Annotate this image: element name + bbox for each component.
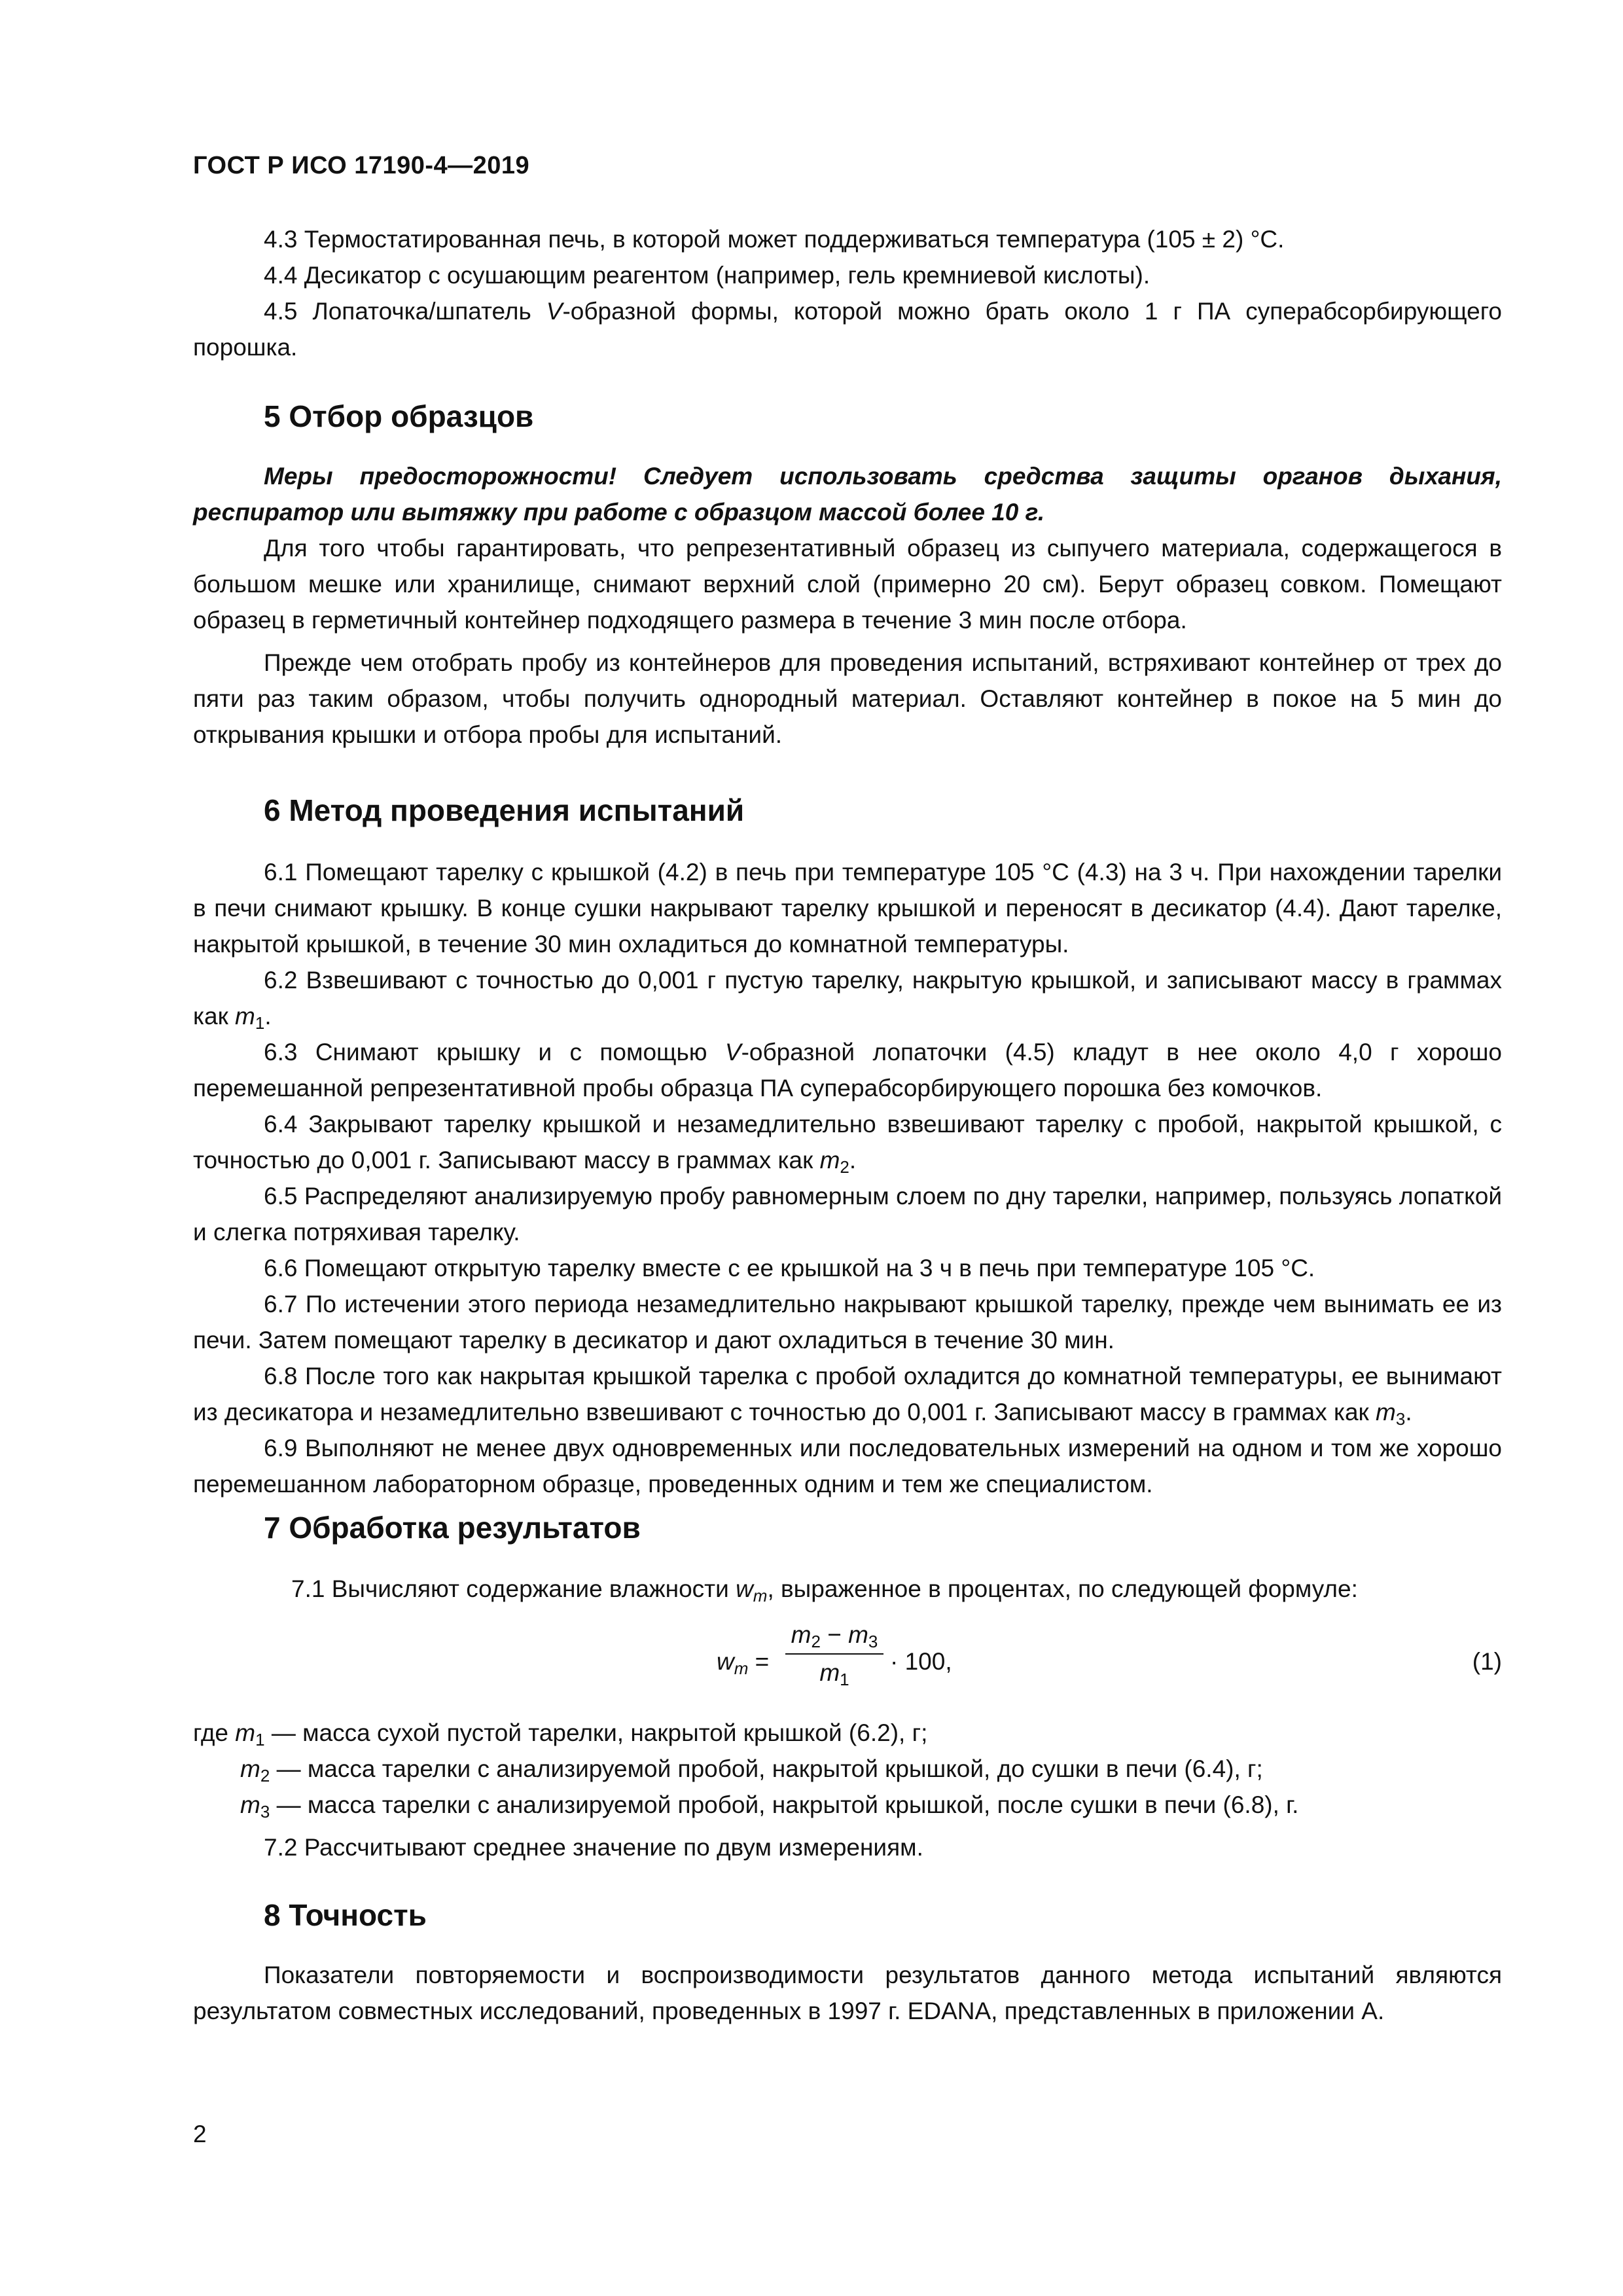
section-8-body — [193, 1957, 1502, 2029]
legend-row-m1: где $m_1$ — масса сухой пустой тарелки, накрытой крышкой (6.2), г; — [193, 1719, 928, 1749]
item-6-8: 6.8 После того как накрытая крышкой тарелка с пробой охладится до комнатной температуры, ее вынимают из десикатора и незамедлительно взвешивают с точностью до 0,001 г. Записывают массу в граммах как $m_3$. — [193, 1363, 1502, 1429]
formula-number: (1) — [1472, 1648, 1502, 1675]
item-7-1: 7.1 Вычисляют содержание влажности $w_m$, выраженное в процентах, по следующей формуле: — [291, 1575, 1358, 1605]
section-5-paragraph-2: Прежде чем отобрать пробу из контейнеров для проведения испытаний, встряхивают контейнер от трех до пяти раз таким образом, чтобы получить однородный материал. Оставляют контейнер в покое на 5 мин до открывания крышки и отбора пробы для испытаний. — [193, 649, 1502, 748]
section-6-body — [193, 854, 1502, 1502]
document-page — [193, 0, 1502, 2296]
running-header: ГОСТ Р ИСО 17190-4—2019 — [193, 152, 530, 179]
item-4-3: 4.3 Термостатированная печь, в которой может поддерживаться температура (105 ± 2) °С. — [264, 226, 1285, 253]
formula-factor: · 100, — [890, 1648, 952, 1675]
safety-warning: Меры предосторожности! Следует использовать средства защиты органов дыхания, респиратор или вытяжку при работе с образцом массой более 10 г. — [193, 463, 1502, 526]
item-7-2: 7.2 Рассчитывают среднее значение по двум измерениям. — [264, 1834, 923, 1861]
item-6-6: 6.6 Помещают открытую тарелку вместе с ее крышкой на 3 ч в печь при температуре 105 °С. — [264, 1255, 1315, 1282]
formula-numerator: $m_2 - m_3$ — [785, 1622, 883, 1655]
formula-fraction — [785, 1621, 883, 1689]
section-5-heading: 5 Отбор образцов — [264, 399, 534, 433]
section-4-items — [193, 221, 1502, 365]
item-4-5: 4.5 Лопаточка/шпатель V-образной формы, которой можно брать около 1 г ПА суперабсорбирующего порошка. — [193, 298, 1502, 361]
item-6-2: 6.2 Взвешивают с точностью до 0,001 г пустую тарелку, накрытую крышкой, и записывают массу в граммах как $m_1$. — [193, 967, 1502, 1033]
item-4-4: 4.4 Десикатор с осушающим реагентом (например, гель кремниевой кислоты). — [264, 262, 1150, 289]
section-8-paragraph: Показатели повторяемости и воспроизводимости результатов данного метода испытаний являются результатом совместных исследований, проведенных в 1997 г. EDANA, представленных в приложении А. — [193, 1962, 1502, 2024]
legend-row-m3: $m_3$ — масса тарелки с анализируемой пробой, накрытой крышкой, после сушки в печи (6.8), г. — [240, 1791, 1299, 1821]
item-6-9: 6.9 Выполняют не менее двух одновременных или последовательных измерений на одном и том же хорошо перемешанном лабораторном образце, проведенных одним и тем же специалистом. — [193, 1435, 1502, 1498]
item-6-4: 6.4 Закрывают тарелку крышкой и незамедлительно взвешивают тарелку с пробой, накрытой крышкой, с точностью до 0,001 г. Записывают массу в граммах как $m_2$. — [193, 1111, 1502, 1177]
section-6-heading: 6 Метод проведения испытаний — [264, 793, 745, 827]
formula-legend — [193, 1715, 1502, 1865]
item-6-7: 6.7 По истечении этого периода незамедлительно накрывают крышкой тарелку, прежде чем вынимать ее из печи. Затем помещают тарелку в десикатор и дают охладиться в течение 30 мин. — [193, 1291, 1502, 1354]
legend-row-m2: $m_2$ — масса тарелки с анализируемой пробой, накрытой крышкой, до сушки в печи (6.4), г; — [240, 1755, 1263, 1785]
item-6-3: 6.3 Снимают крышку и с помощью V-образной лопаточки (4.5) кладут в нее около 4,0 г хорошо перемешанной репрезентативной пробы образца ПА суперабсорбирующего порошка без комочков. — [193, 1039, 1503, 1102]
section-5-body — [193, 458, 1502, 753]
page-number: 2 — [193, 2121, 207, 2147]
formula-1 — [193, 1622, 1502, 1694]
item-6-1: 6.1 Помещают тарелку с крышкой (4.2) в печь при температуре 105 °С (4.3) на 3 ч. При нахождении тарелки в печи снимают крышку. В конце сушки накрывают тарелку крышкой и переносят в десикатор (4.4). Дают тарелке, накрытой крышкой, в течение 30 мин охладиться до комнатной температуры. — [193, 859, 1502, 958]
formula-lhs: $w_m$ = — [717, 1648, 770, 1678]
section-7-heading: 7 Обработка результатов — [264, 1511, 641, 1545]
section-7-intro — [193, 1571, 1502, 1607]
section-8-heading: 8 Точность — [264, 1898, 427, 1932]
item-6-5: 6.5 Распределяют анализируемую пробу равномерным слоем по дну тарелки, например, пользуясь лопаткой и слегка потряхивая тарелку. — [193, 1183, 1502, 1246]
section-5-paragraph-1: Для того чтобы гарантировать, что репрезентативный образец из сыпучего материала, содержащегося в большом мешке или хранилище, снимают верхний слой (примерно 20 см). Берут образец совком. Помещают образец в герметичный контейнер подходящего размера в течение 3 мин после отбора. — [193, 535, 1502, 634]
formula-denominator: $m_1$ — [819, 1659, 849, 1689]
